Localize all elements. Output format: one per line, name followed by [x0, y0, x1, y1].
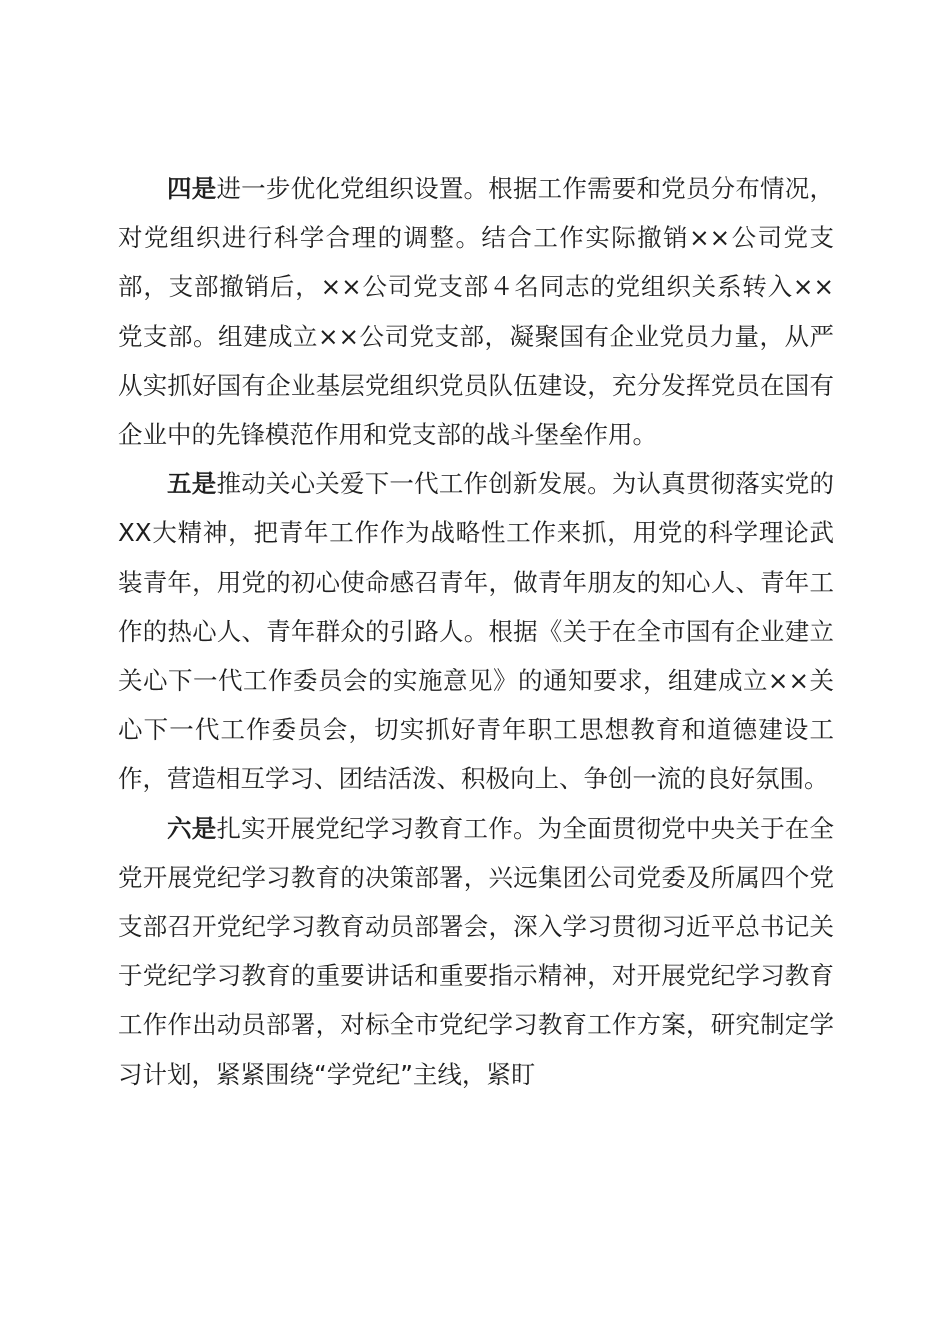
paragraph-lead: 四是	[167, 174, 217, 203]
paragraph-text: 扎实开展党纪学习教育工作。为全面贯彻党中央关于在全党开展党纪学习教育的决策部署，兴远集团公司党委及所属四个党支部召开党纪学习教育动员部署会，深入学习贯彻习近平总书记关于党纪学习教育的重要讲话和重要指示精神，对开展党纪学习教育工作作出动员部署，对标全市党纪学习教育工作方案，研究制定学习计划，紧紧围绕“学党纪”主线，紧盯	[118, 813, 835, 1089]
paragraph-four	[118, 164, 834, 459]
paragraph-lead: 五是	[167, 469, 217, 499]
paragraph-five	[118, 459, 834, 803]
paragraph-text: 推动关心关爱下一代工作创新发展。为认真贯彻落实党的XX大精神，把青年工作作为战略性工作来抓，用党的科学理论武装青年，用党的初心使命感召青年，做青年朋友的知心人、青年工作的热心人、青年群众的引路人。根据《关于在全市国有企业建立关心下一代工作委员会的实施意见》的通知要求，组建成立××关心下一代工作委员会，切实抓好青年职工思想教育和道德建设工作，营造相互学习、团结活泼、积极向上、争创一流的良好氛围。	[118, 469, 835, 794]
paragraph-text: 进一步优化党组织设置。根据工作需要和党员分布情况，对党组织进行科学合理的调整。结合工作实际撤销××公司党支部，支部撤销后，××公司党支部４名同志的党组织关系转入××党支部。组建成立××公司党支部，凝聚国有企业党员力量，从严从实抓好国有企业基层党组织党员队伍建设，充分发挥党员在国有企业中的先锋模范作用和党支部的战斗堡垒作用。	[118, 174, 835, 450]
paragraph-lead: 六是	[167, 813, 217, 843]
document-body	[118, 164, 834, 1099]
paragraph-six	[118, 804, 834, 1099]
